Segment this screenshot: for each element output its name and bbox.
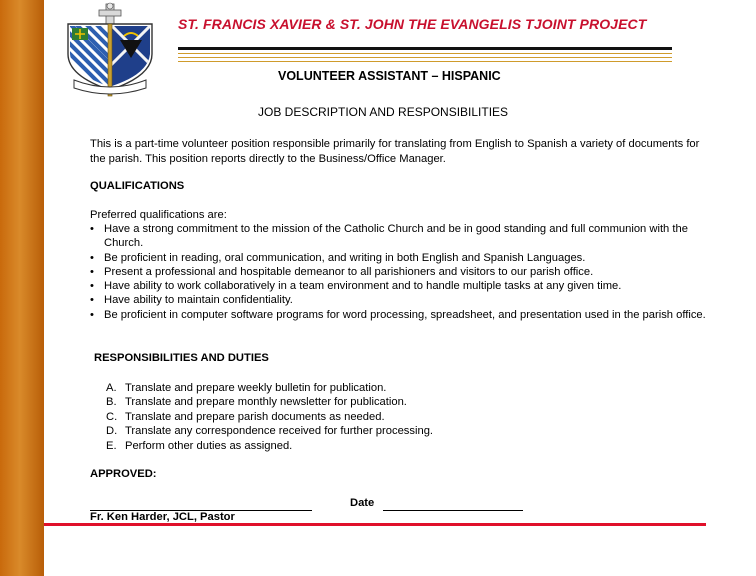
list-item: • Be proficient in computer software programs for word processing, spreadsheet, and presentation used in the parish office. [90, 308, 716, 322]
list-item: • Have ability to work collaboratively in a team environment and to handle multiple tasks at any given time. [90, 279, 716, 293]
list-text: Translate any correspondence received for further processing. [125, 425, 434, 438]
list-text: Translate and prepare weekly bulletin for publication. [125, 382, 387, 394]
position-title: VOLUNTEER ASSISTANT – HISPANIC [278, 69, 501, 83]
list-item [106, 439, 433, 453]
list-item: • Present a professional and hospitable demeanor to all parishioners and visitors to our parish office. [90, 265, 716, 279]
date-line [383, 510, 523, 511]
qualifications-heading: QUALIFICATIONS [90, 180, 185, 192]
list-text: Perform other duties as assigned. [125, 439, 293, 452]
list-item [106, 395, 433, 409]
approved-heading: APPROVED: [90, 468, 157, 480]
signer-name: Fr. Ken Harder, JCL, Pastor [90, 511, 235, 523]
header-rule-gold-1 [178, 53, 672, 54]
list-item [106, 381, 433, 395]
parish-crest-logo [58, 2, 162, 98]
list-item: • Have a strong commitment to the mission of the Catholic Church and be in good standing and full communion with the Church. [90, 222, 716, 251]
qualifications-lead: Preferred qualifications are: [90, 209, 227, 221]
footer-rule [44, 523, 706, 526]
header-rule-black [178, 47, 672, 50]
responsibilities-list [106, 381, 433, 453]
list-item [106, 410, 433, 424]
list-letter: D. [106, 425, 118, 438]
list-item [106, 424, 433, 438]
intro-paragraph: This is a part-time volunteer position responsible primarily for translating from English to Spanish a variety of documents for the parish. This position reports directly to the Business/Office Manager. [90, 138, 700, 165]
date-label: Date [350, 497, 375, 509]
list-letter: A. [106, 382, 117, 394]
list-item: • Be proficient in reading, oral communication, and writing in both English and Spanish Languages. [90, 251, 716, 265]
list-letter: C. [106, 410, 118, 423]
section-title: JOB DESCRIPTION AND RESPONSIBILITIES [258, 105, 509, 119]
list-letter: E. [106, 439, 117, 452]
responsibilities-heading: RESPONSIBILITIES AND DUTIES [94, 352, 269, 364]
qualifications-list [90, 222, 716, 322]
list-text: Translate and prepare monthly newsletter for publication. [125, 396, 407, 409]
left-sidebar-bar [0, 0, 44, 576]
list-item: • Have ability to maintain confidentiality. [90, 293, 716, 307]
header-rule-gold-2 [178, 57, 672, 58]
header-rule-gold-3 [178, 61, 672, 62]
project-title: ST. FRANCIS XAVIER & ST. JOHN THE EVANGELIS TJOINT PROJECT [178, 16, 647, 32]
list-letter: B. [106, 396, 117, 409]
list-text: Translate and prepare parish documents as needed. [125, 410, 385, 423]
